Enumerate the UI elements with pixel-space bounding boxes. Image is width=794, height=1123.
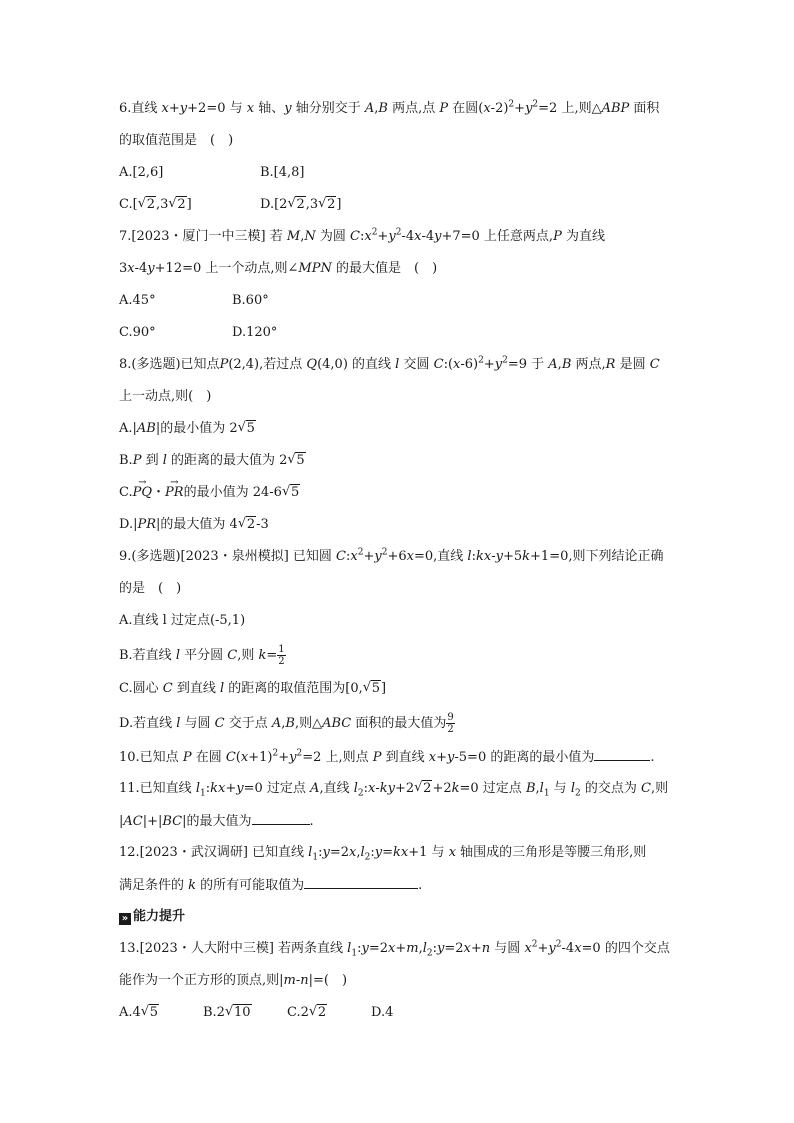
q8-line2: 上一动点,则( ) — [119, 389, 212, 404]
q7-option-d[interactable]: D.120° — [232, 325, 278, 340]
q8-option-a[interactable]: A.|AB|的最小值为 2√ 5 — [119, 420, 256, 438]
q13-line2: 能作为一个正方形的顶点,则|m-n|=( ) — [119, 973, 348, 988]
q11-line2: |AC|+|BC|的最大值为 . — [119, 814, 314, 829]
q13-option-b[interactable]: B.2√ 10 — [203, 1004, 252, 1022]
q10-answer-blank[interactable] — [594, 748, 650, 761]
q7-option-b[interactable]: B.60° — [232, 293, 269, 308]
q11-answer-blank[interactable] — [252, 812, 310, 825]
q12-line2: 满足条件的 k 的所有可能取值为 . — [119, 878, 423, 893]
q6-line2: 的取值范围是 ( ) — [119, 133, 234, 148]
q13-line1: 13.[2023・人大附中三模] 若两条直线 $l_1:y=2x+m,l_2:y=2x+n$ 与圆 $x^2+y^2-4x=0$ 的四个交点 — [119, 939, 670, 959]
q6-option-d[interactable]: D.[2√ 2,3√ 2] — [260, 196, 341, 214]
q9-line1: 9.(多选题)[2023・泉州模拟] 已知圆 $C:x^2+y^2+6x=0$,直线 l:kx-y+5k+1=0,则下列结论正确 — [119, 547, 664, 564]
q9-option-a[interactable]: A.直线 l 过定点(-5,1) — [119, 613, 246, 628]
q9-option-c[interactable]: C.圆心 C 到直线 l 的距离的取值范围为[0,√ 5] — [119, 680, 386, 698]
q8-option-d[interactable]: D.|PR|的最大值为 4√ 2-3 — [119, 516, 269, 534]
q13-option-c[interactable]: C.2√ 2 — [287, 1004, 327, 1022]
q6-line1: 6.直线 x+y+2=0 与 x 轴、y 轴分别交于 A,B 两点,点 P 在圆$(x-2)^2+y^2=2$ 上,则△ABP 面积 — [119, 99, 660, 116]
q8-option-c[interactable]: C.→ PQ・→ PR的最小值为 24-6√ 5 — [119, 484, 300, 502]
section-header: » 能力提升 — [119, 908, 185, 926]
q8-line1: 8.(多选题)已知点P(2,4),若过点 Q(4,0) 的直线 l 交圆 $C:(x-6)^2+y^2=9$ 于 A,B 两点,R 是圆 C — [119, 355, 660, 372]
q13-option-d[interactable]: D.4 — [371, 1005, 394, 1020]
q6-option-a[interactable]: A.[2,6] — [119, 165, 164, 180]
q7-option-a[interactable]: A.45° — [119, 293, 156, 308]
arrow-marker-icon: » — [119, 913, 131, 925]
q7-line2: 3x-4y+12=0 上一个动点,则∠MPN 的最大值是 ( ) — [119, 261, 438, 276]
q7-option-c[interactable]: C.90° — [119, 325, 156, 340]
q7-line1: 7.[2023・厦门一中三模] 若 M,N 为圆 $C:x^2+y^2-4x-4y+7=0$ 上任意两点,P 为直线 — [119, 227, 605, 244]
q12-line1: 12.[2023・武汉调研] 已知直线 $l_1:y=2x,l_2:y=kx+1$ 与 x 轴围成的三角形是等腰三角形,则 — [119, 845, 647, 863]
q8-option-b[interactable]: B.P 到 l 的距离的最大值为 2√ 5 — [119, 452, 306, 470]
q9-option-d[interactable]: D.若直线 l 与圆 C 交于点 A,B,则△ABC 面积的最大值为 $\frac{9}{2}$ — [119, 712, 454, 735]
q9-line2: 的是 ( ) — [119, 581, 182, 596]
q12-answer-blank[interactable] — [304, 876, 418, 889]
q6-option-c[interactable]: C.[√ 2,3√ 2] — [119, 196, 192, 214]
q10-line1: 10.已知点 P 在圆 $C(x+1)^2+y^2=2$ 上,则点 P 到直线 x+y-5=0 的距离的最小值为 . — [119, 748, 655, 765]
q13-option-a[interactable]: A.4√ 5 — [119, 1004, 159, 1022]
q11-line1: 11.已知直线 $l_1:kx+y=0$ 过定点 A,直线 $l_2:x-ky+2√$ 2+2k=0 过定点 $B,l_1$ 与 $l_2$ 的交点为 C,则 — [119, 780, 668, 798]
q9-option-b[interactable]: B.若直线 l 平分圆 C,则 k= $\frac{1}{2}$ — [119, 644, 285, 667]
q6-option-b[interactable]: B.[4,8] — [260, 165, 305, 180]
